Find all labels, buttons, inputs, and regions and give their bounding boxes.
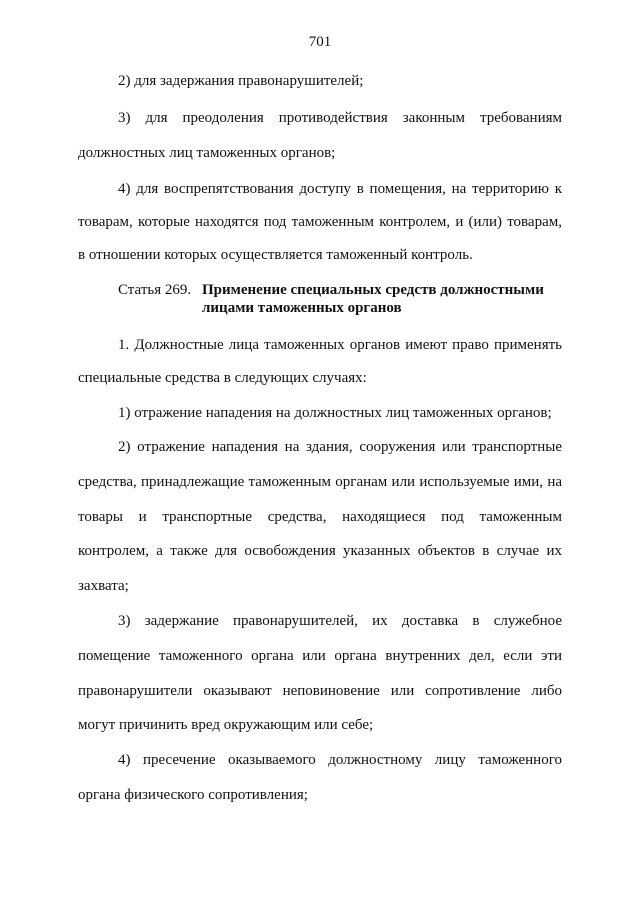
article-title [202,281,562,317]
paragraph-line: правонарушители оказывают неповиновение или сопротивление либо [78,683,562,699]
article-heading [118,281,562,317]
paragraph-line: контролем, а также для освобождения указанных объектов в случае их [78,543,562,559]
paragraph-line: товары и транспортные средства, находящиеся под таможенным [78,509,562,525]
paragraph-line: помещение таможенного органа или органа внутренних дел, если эти [78,648,562,664]
paragraph-line: 1. Должностные лица таможенных органов имеют право применять [118,337,562,353]
page-number: 701 [308,34,332,50]
article-title-line: Применение специальных средств должностными [202,282,544,298]
paragraph-line: 2) отражение нападения на здания, сооружения или транспортные [118,439,562,455]
paragraph-line: 3) задержание правонарушителей, их доставка в служебное [118,613,562,629]
paragraph-line: захвата; [78,578,129,594]
paragraph-line: должностных лиц таможенных органов; [78,145,336,161]
paragraph-line: специальные средства в следующих случаях: [78,370,367,386]
paragraph-line: товарам, которые находятся под таможенным контролем, и (или) товарам, [78,214,562,230]
paragraph-line: 3) для преодоления противодействия законным требованиям [118,110,562,126]
paragraph-line: 4) для воспрепятствования доступу в помещения, на территорию к [118,181,562,197]
article-title-line: лицами таможенных органов [202,300,402,316]
paragraph-line: 4) пресечение оказываемого должностному лицу таможенного [118,752,562,768]
paragraph-line: могут причинить вред окружающим или себе; [78,717,374,733]
paragraph-line: средства, принадлежащие таможенным органам или используемые ими, на [78,474,562,490]
article-number: Статья 269. [118,282,192,298]
paragraph-line: органа физического сопротивления; [78,787,308,803]
paragraph-line: 1) отражение нападения на должностных лиц таможенных органов; [118,405,552,421]
paragraph-line: 2) для задержания правонарушителей; [118,73,364,89]
paragraph-line: в отношении которых осуществляется таможенный контроль. [78,247,473,263]
